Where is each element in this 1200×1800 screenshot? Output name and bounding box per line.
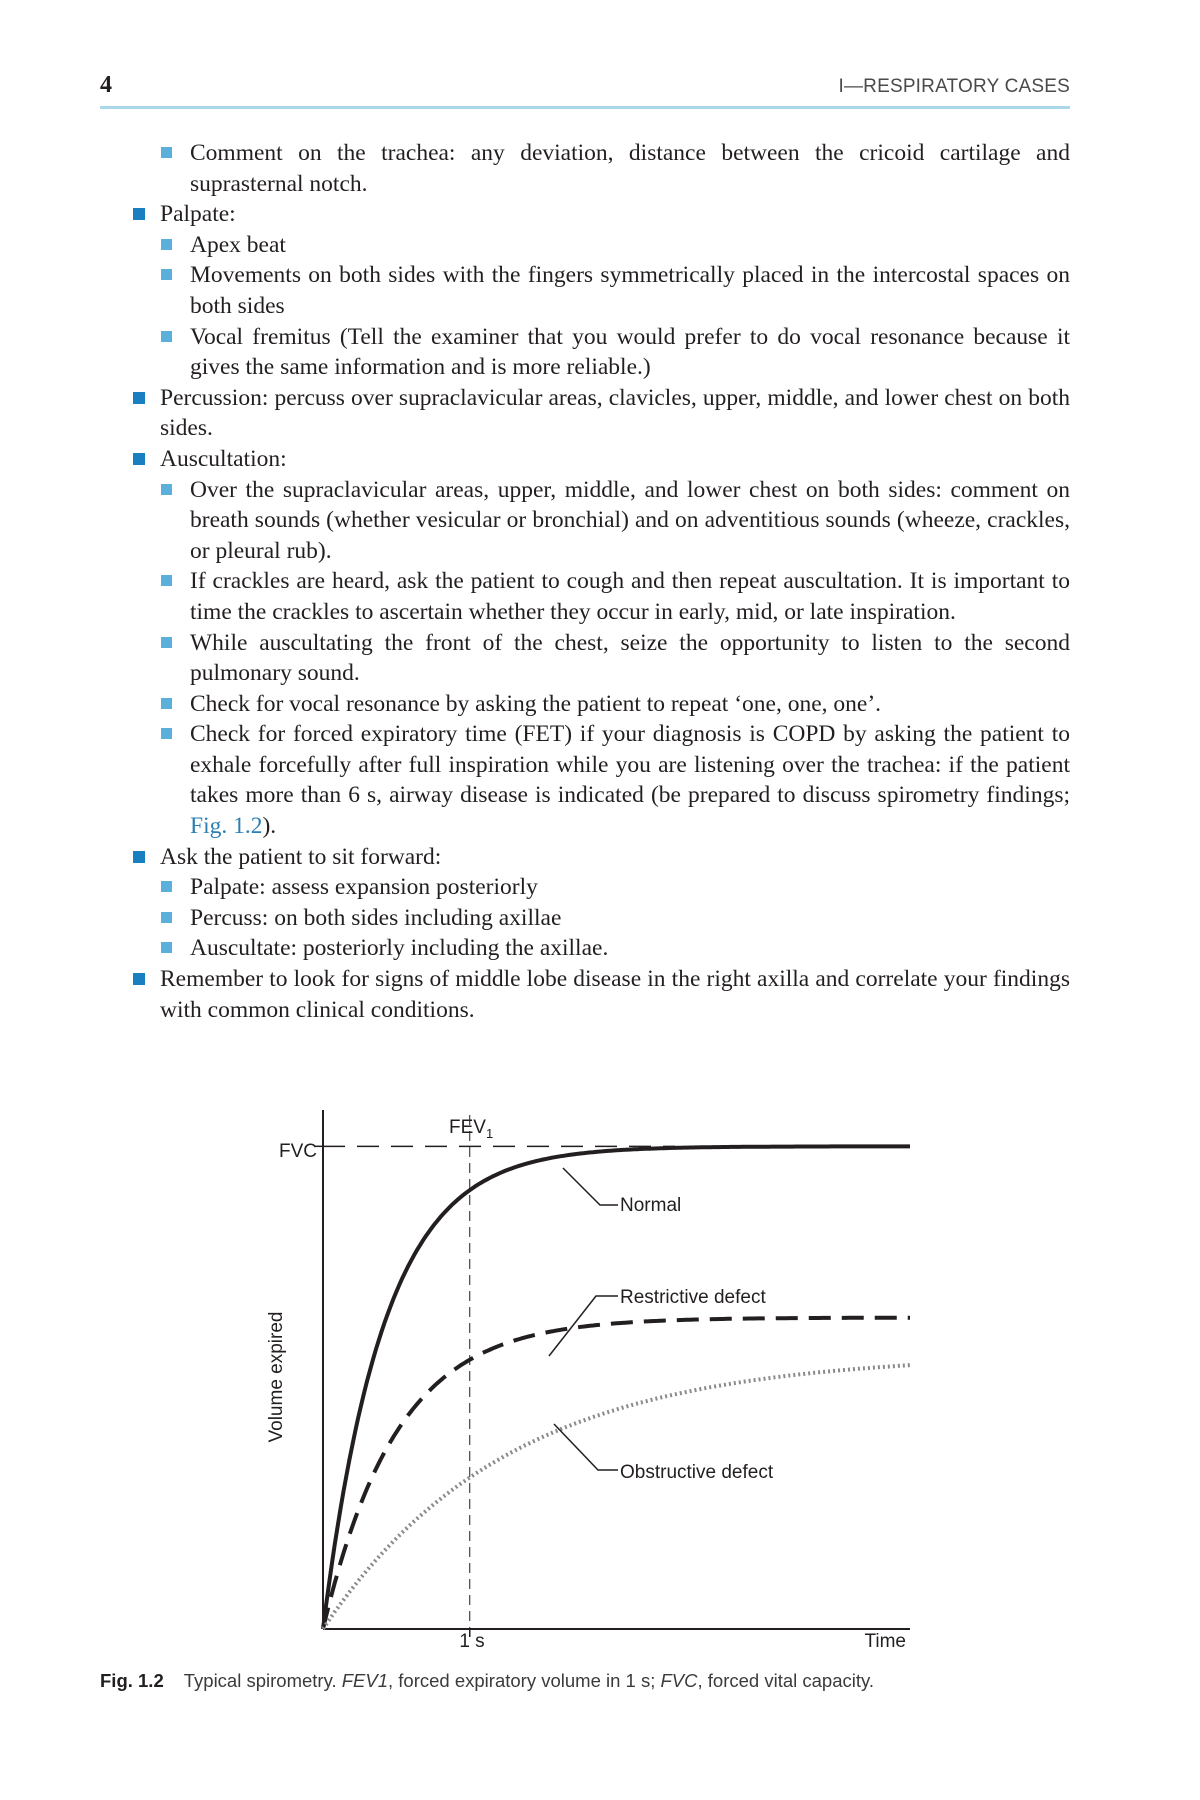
x-tick-label: 1 s — [459, 1631, 485, 1652]
fvc-label: FVC — [279, 1141, 317, 1162]
x-axis-label: Time — [864, 1631, 906, 1652]
list-item-text: Over the supraclavicular areas, upper, middle, and lower chest on both sides: comment on breath sounds (whether vesicular or bronchial) and on adventitious sounds (wheeze, crackles, or pleural rub). — [190, 476, 1070, 564]
list-item-text: Palpate: — [160, 201, 236, 228]
list-item-text: Check for vocal resonance by asking the patient to repeat ‘one, one, one’. — [190, 690, 882, 717]
obstructive-leader-line — [554, 1424, 618, 1470]
caption-text: Typical spirometry. FEV1, forced expiratory volume in 1 s; FVC, forced vital capacity. — [183, 1670, 875, 1691]
list-item-text: Auscultation: — [160, 445, 287, 472]
list-item-text: Remember to look for signs of middle lobe disease in the right axilla and correlate your findings with common clinical conditions. — [160, 966, 1070, 1023]
list-item-text: Auscultate: posteriorly including the axillae. — [190, 935, 609, 962]
list-item-text: While auscultating the front of the chest, seize the opportunity to listen to the second pulmonary sound. — [190, 629, 1070, 687]
list-item-text: Apex beat — [190, 231, 286, 258]
list-item-text: Vocal fremitus (Tell the examiner that you would prefer to do vocal resonance because it gives the same information and is more reliable.) — [190, 323, 1070, 381]
page-number: 4 — [100, 72, 112, 98]
running-head: I—RESPIRATORY CASES — [838, 76, 1070, 97]
restrictive-annotation: Restrictive defect — [620, 1287, 766, 1308]
list-item-text: Check for forced expiratory time (FET) if your diagnosis is COPD by asking the patient to exhale forcefully after full inspiration while you are listening over the trachea: if the patient takes more than 6 s, airway disease is indicated (be prepared to discuss spirometry findings; — [190, 721, 1070, 809]
list-item-text: Ask the patient to sit forward: — [160, 843, 442, 870]
list-item-text-end: ). — [262, 813, 277, 840]
list-item-text: Palpate: assess expansion posteriorly — [190, 874, 538, 901]
list-item-text: If crackles are heard, ask the patient to cough and then repeat auscultation. It is important to time the crackles to ascertain whether they occur in early, mid, or late inspiration. — [190, 568, 1070, 625]
obstructive-annotation: Obstructive defect — [620, 1462, 774, 1483]
list-item-text: Movements on both sides with the fingers symmetrically placed in the intercostal spaces on both sides — [190, 262, 1070, 319]
restrictive-curve — [323, 1318, 910, 1629]
y-axis-label: Volume expired — [266, 1311, 287, 1443]
obstructive-curve — [323, 1365, 910, 1629]
list-item-text: Percuss: on both sides including axillae — [190, 904, 562, 931]
figure-caption — [100, 1670, 1070, 1692]
list-item-text: Percussion: percuss over supraclavicular areas, clavicles, upper, middle, and lower chest on both sides. — [160, 384, 1070, 442]
normal-curve — [323, 1146, 910, 1629]
figure-link[interactable]: Fig. 1.2 — [190, 813, 263, 840]
figure-number: Fig. 1.2 — [100, 1670, 164, 1691]
fev1-label: $FEV_1$ — [449, 1117, 494, 1141]
normal-leader-line — [563, 1168, 618, 1205]
normal-annotation: Normal — [620, 1195, 682, 1216]
list-item-text: Comment on the trachea: any deviation, distance between the cricoid cartilage and suprasternal notch. — [190, 140, 1070, 197]
